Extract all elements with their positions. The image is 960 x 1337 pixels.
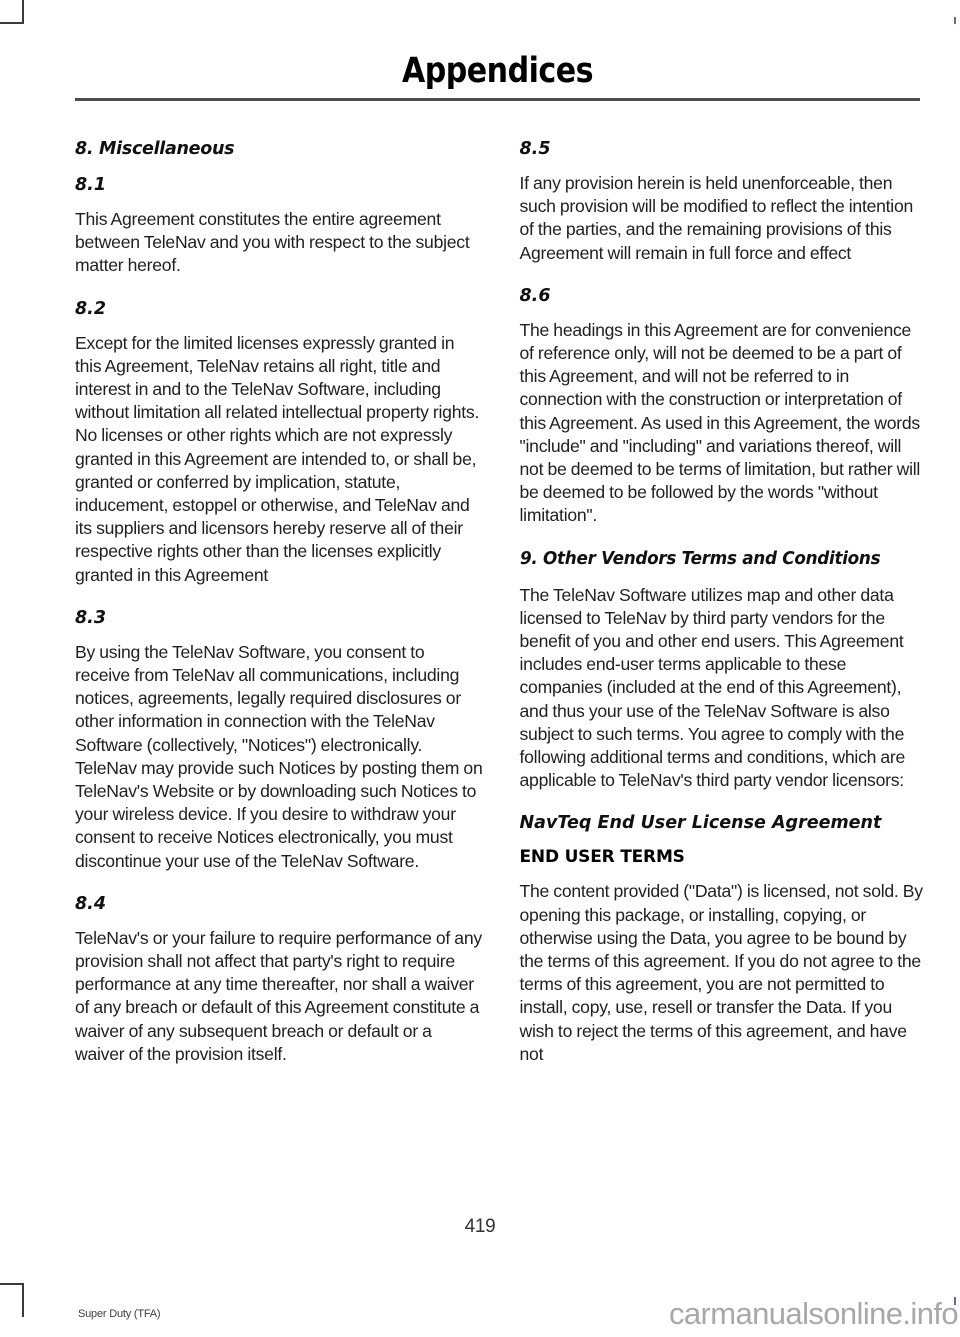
left-column bbox=[75, 138, 483, 1066]
watermark-source: carmanualsonline.info bbox=[669, 1296, 958, 1331]
heading-8-5: 8.5 bbox=[519, 139, 551, 159]
paragraph-8-5: If any provision herein is held unenforceable, then such provision will be modified to reflect the intention of the parties, and the remaining provisions of this Agreement will remain in full force and effect bbox=[519, 173, 914, 263]
heading-8-1: 8.1 bbox=[75, 175, 107, 195]
crop-mark-top-left-vertical bbox=[22, 0, 24, 24]
content-columns bbox=[75, 138, 927, 1066]
header-divider bbox=[75, 98, 920, 101]
paragraph-8-4: TeleNav's or your failure to require performance of any provision shall not affect that party's right to require performance at any time thereafter, nor shall a waiver of any breach or default of this Agreement constitute a waiver of any subsequent breach or default or a waiver of the provision itself. bbox=[75, 927, 482, 1064]
crop-mark-bottom-left-vertical bbox=[22, 1283, 24, 1317]
crop-mark-top-left-horizontal bbox=[0, 22, 24, 24]
paragraph-section-9: The TeleNav Software utilizes map and other data licensed to TeleNav by third party vendors for the benefit of you and other end users. This Agreement includes end-user terms applicable to these companies (included at the end of this Agreement), and thus your use of the TeleNav Software is also subject to such terms. You agree to comply with the following additional terms and conditions, which are applicable to TeleNav's third party vendor licensors: bbox=[519, 584, 906, 791]
crop-mark-bottom-left-horizontal bbox=[0, 1283, 24, 1285]
paragraph-8-3: By using the TeleNav Software, you consent to receive from TeleNav all communications, including notices, agreements, legally required disclosures or other information in connection with the TeleNav Software (collectively, "Notices") electronically. TeleNav may provide such Notices by posting them on TeleNav's Website or by downloading such Notices to your wireless device. If you desire to withdraw your consent to receive Notices electronically, you must discontinue your use of the TeleNav Software. bbox=[75, 641, 483, 871]
footer-model-label: Super Duty (TFA) bbox=[78, 1308, 161, 1320]
heading-section-8: 8. Miscellaneous bbox=[75, 139, 235, 159]
right-column bbox=[520, 138, 928, 1066]
paragraph-8-1: This Agreement constitutes the entire agreement between TeleNav and you with respect to the subject matter hereof. bbox=[75, 209, 470, 276]
page-number: 419 bbox=[464, 1216, 496, 1237]
page-title: Appendices bbox=[401, 51, 594, 91]
paragraph-end-user-terms: The content provided ("Data") is licensed, not sold. By opening this package, or installing, copying, or otherwise using the Data, you agree to be bound by the terms of this agreement. If you do not agree to the terms of this agreement, you are not permitted to install, copy, use, resell or transfer the Data. If you wish to reject the terms of this agreement, and have not bbox=[519, 881, 923, 1064]
paragraph-8-6: The headings in this Agreement are for convenience of reference only, will not be deemed to be a part of this Agreement, and will not be referred to in connection with the construction or interpretation of this Agreement. As used in this Agreement, the words "include" and "including" and variations thereof, will not be deemed to be terms of limitation, but rather will be deemed to be followed by the words "without limitation". bbox=[519, 319, 921, 526]
crop-mark-top-right bbox=[954, 17, 956, 24]
heading-section-9: 9. Other Vendors Terms and Conditions bbox=[519, 548, 880, 569]
heading-navteq-eula: NavTeq End User License Agreement bbox=[519, 813, 882, 834]
paragraph-8-2: Except for the limited licenses expressly granted in this Agreement, TeleNav retains all right, title and interest in and to the TeleNav Software, including without limitation all related intellectual property rights. No licenses or other rights which are not expressly granted in this Agreement are intended to, or shall be, granted or conferred by implication, statute, inducement, estoppel or otherwise, and TeleNav and its suppliers and licensors hereby reserve all of their respective rights other than the licenses explicitly granted in this Agreement bbox=[75, 332, 480, 585]
heading-8-6: 8.6 bbox=[519, 285, 551, 306]
heading-8-3: 8.3 bbox=[75, 607, 107, 628]
page-header bbox=[75, 50, 920, 101]
heading-8-2: 8.2 bbox=[75, 298, 107, 319]
heading-end-user-terms: END USER TERMS bbox=[519, 847, 685, 868]
heading-8-4: 8.4 bbox=[75, 893, 107, 914]
